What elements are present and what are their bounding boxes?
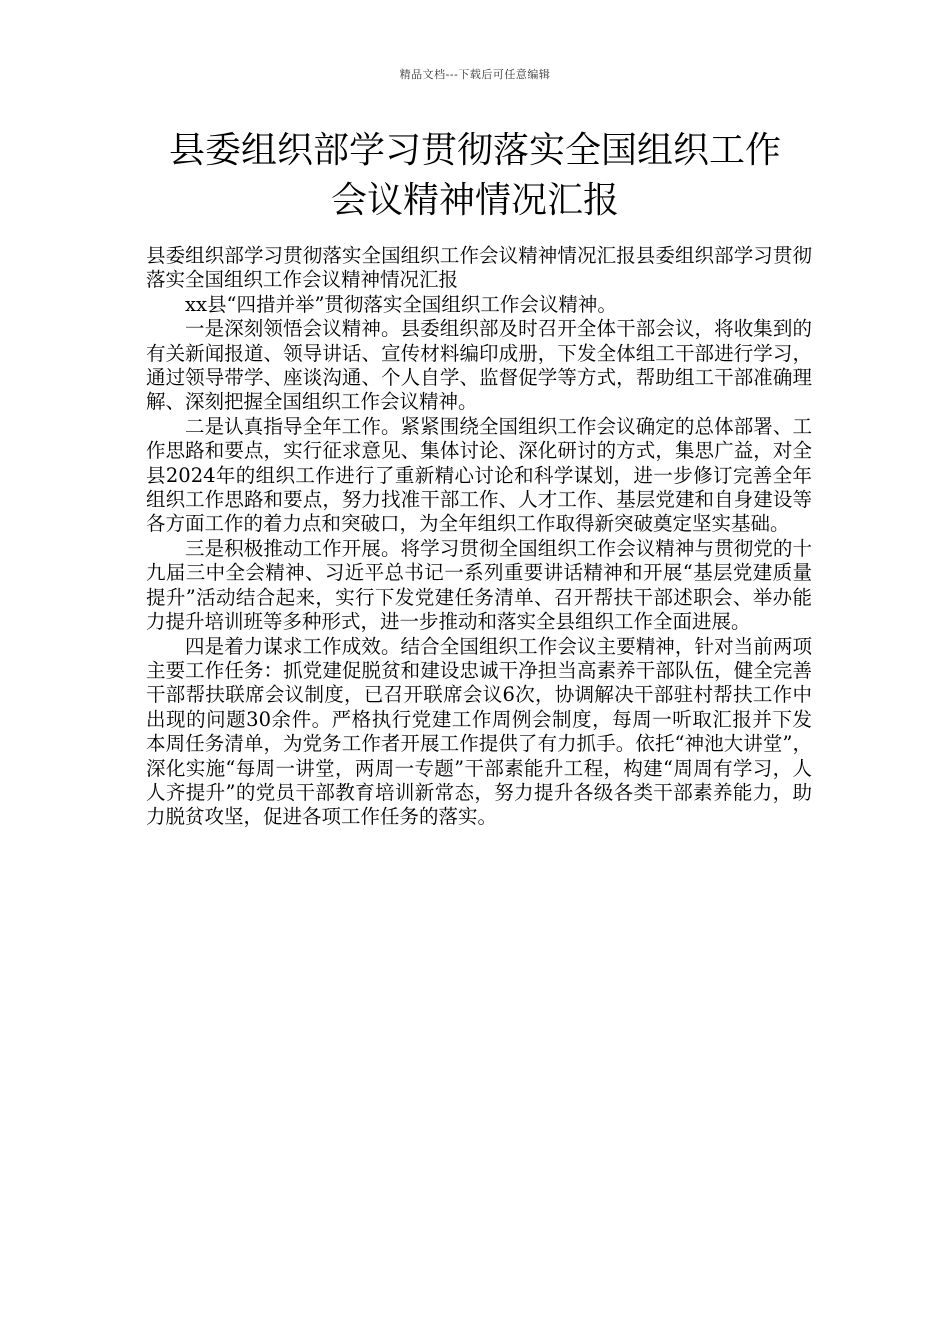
document-title bbox=[120, 126, 830, 226]
paragraph-summary: xx县“四措并举”贯彻落实全国组织工作会议精神。 bbox=[185, 292, 617, 316]
paragraph-point-4: 四是着力谋求工作成效。结合全国组织工作会议主要精神，针对当前两项主要工作任务：抓党建促脱贫和建设忠诚干净担当高素养干部队伍，健全完善干部帮扶联席会议制度，已召开联席会议6次，协调解决干部驻村帮扶工作中出现的问题30余件。严格执行党建工作周例会制度，每周一听取汇报并下发本周任务清单，为党务工作者开展工作提供了有力抓手。依托“神池大讲堂”，深化实施“每周一讲堂，两周一专题”干部素能升工程，构建“周周有学习，人人齐提升”的党员干部教育培训新常态，努力提升各级各类干部素养能力，助力脱贫攻坚，促进各项工作任务的落实。 bbox=[146, 634, 812, 829]
document-title-line-1: 县委组织部学习贯彻落实全国组织工作 bbox=[168, 130, 781, 171]
paragraph-point-2: 二是认真指导全年工作。紧紧围绕全国组织工作会议确定的总体部署、工作思路和要点，实行征求意见、集体讨论、深化研讨的方式，集思广益，对全县2024年的组织工作进行了重新精心讨论和科学谋划，进一步修订完善全年组织工作思路和要点，努力找准干部工作、人才工作、基层党建和自身建设等各方面工作的着力点和突破口，为全年组织工作取得新突破奠定坚实基础。 bbox=[146, 414, 812, 536]
document-title-line-2: 会议精神情况汇报 bbox=[330, 180, 619, 221]
paragraph-point-1: 一是深刻领悟会议精神。县委组织部及时召开全体干部会议，将收集到的有关新闻报道、领导讲话、宣传材料编印成册，下发全体组工干部进行学习，通过领导带学、座谈沟通、个人自学、监督促学等方式，帮助组工干部准确理解、深刻把握全国组织工作会议精神。 bbox=[146, 317, 812, 414]
paragraph-point-3: 三是积极推动工作开展。将学习贯彻全国组织工作会议精神与贯彻党的十九届三中全会精神、习近平总书记一系列重要讲话精神和开展“基层党建质量提升”活动结合起来，实行下发党建任务清单、召开帮扶干部述职会、举办能力提升培训班等多种形式，进一步推动和落实全县组织工作全面进展。 bbox=[146, 536, 812, 634]
paragraph-intro: 县委组织部学习贯彻落实全国组织工作会议精神情况汇报县委组织部学习贯彻落实全国组织工作会议精神情况汇报 bbox=[146, 244, 812, 292]
document-body bbox=[146, 244, 812, 830]
header-note: 精品文档---下载后可任意编辑 bbox=[399, 68, 551, 81]
